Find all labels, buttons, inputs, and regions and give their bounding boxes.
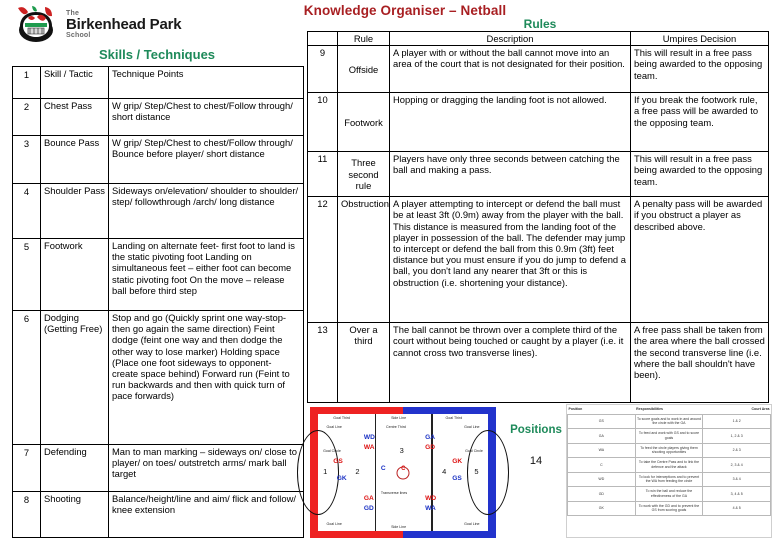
position-code: GA xyxy=(568,429,636,444)
table-row xyxy=(308,46,769,93)
court-position-gk-right: GK xyxy=(452,458,463,466)
rule-number: 10 xyxy=(308,93,338,152)
rule-umpire-decision: This will result in a free pass being awarded to the opposing team. xyxy=(631,152,769,197)
skill-number: 5 xyxy=(13,239,41,311)
skills-techniques-table xyxy=(12,66,304,538)
skill-number: 1 xyxy=(13,67,41,99)
position-responsibilities-table xyxy=(567,405,771,516)
table-row xyxy=(568,458,771,473)
skill-number: 2 xyxy=(13,99,41,136)
skill-number: 4 xyxy=(13,184,41,239)
slide-number: 14 xyxy=(529,455,543,467)
position-responsibilities-panel xyxy=(566,404,772,538)
table-row xyxy=(308,197,769,323)
rule-umpire-decision: This will result in a free pass being awarded to the opposing team. xyxy=(631,46,769,93)
skill-points: Man to man marking – sideways on/ close to player/ on toes/ outstretch arms/ mark ball target xyxy=(109,445,304,492)
table-row xyxy=(13,99,304,136)
rule-name: Offside xyxy=(338,46,390,93)
school-name-sub: School xyxy=(66,31,91,39)
position-responsibility: To feed the circle players giving them shooting opportunities xyxy=(635,443,703,458)
rule-umpire-decision: If you break the footwork rule, a free pass will be awarded to the opposing team. xyxy=(631,93,769,152)
court-position-wd-zone4: WD xyxy=(425,494,437,502)
skill-number: 7 xyxy=(13,445,41,492)
table-row xyxy=(13,311,304,445)
positions-section-heading: Positions xyxy=(510,424,562,436)
table-row xyxy=(568,443,771,458)
label-goal-third-left: Goal Third xyxy=(333,416,351,420)
table-row xyxy=(13,184,304,239)
court-position-gd-zone2: GD xyxy=(363,505,374,513)
rule-name: Over a third xyxy=(338,323,390,403)
label-goal-line-top-left: Goal Line xyxy=(326,425,342,429)
position-court-area: 1, 2 & 3 xyxy=(703,429,771,444)
rule-name: Three second rule xyxy=(338,152,390,197)
transverse-line-1 xyxy=(375,414,376,531)
skill-number: 8 xyxy=(13,492,41,538)
goal-circle-right xyxy=(467,430,509,514)
rules-table xyxy=(307,31,769,403)
school-crest-icon xyxy=(12,4,60,44)
position-responsibility: To look for interceptions and to prevent the WA from feeding the circle xyxy=(635,472,703,487)
court-position-c-centre: C xyxy=(380,465,386,473)
position-responsibility: To win the ball and reduce the effectiveness of the GA xyxy=(635,487,703,502)
rules-header-umpire: Umpires Decision xyxy=(631,32,769,46)
court-position-gs-left: GS xyxy=(333,458,343,466)
table-row xyxy=(568,472,771,487)
skill-number: 6 xyxy=(13,311,41,445)
rule-description: Players have only three seconds between catching the ball and making a pass. xyxy=(390,152,631,197)
school-name xyxy=(66,10,181,39)
court-zone-3: 3 xyxy=(399,445,404,455)
goal-circle-left xyxy=(297,430,339,514)
rule-description: The ball cannot be thrown over a complete third of the court without being touched or caught by a player (i.e. it cannot cross two transverse lines). xyxy=(390,323,631,403)
rule-description: A player attempting to intercept or defend the ball must be at least 3ft (0.9m) away from the player with the ball. This distance is measured from the landing foot of the player in possession of the ball. The defender may jump to intercept or defend the ball from this 0.9m (3ft) feet distance but you must ensure if you do jump to defend a ball, you don't land any nearer that 3ft or this is obstruction (i.e. shortening your distance). xyxy=(390,197,631,323)
rules-header-description: Description xyxy=(390,32,631,46)
rules-header-rule: Rule xyxy=(338,32,390,46)
skill-name: Defending xyxy=(41,445,109,492)
position-code: WA xyxy=(568,443,636,458)
pos-header-area: Court Area xyxy=(751,407,770,412)
court-zone-5: 5 xyxy=(474,466,479,476)
label-side-line-top: Side Line xyxy=(391,416,407,420)
table-row xyxy=(13,136,304,184)
table-row xyxy=(568,429,771,444)
rule-number: 12 xyxy=(308,197,338,323)
court-position-ga-zone2: GA xyxy=(363,494,374,502)
rule-number: 13 xyxy=(308,323,338,403)
court-zone-2: 2 xyxy=(355,466,360,476)
position-court-area: 2, 3 & 4 xyxy=(703,458,771,473)
skill-name: Chest Pass xyxy=(41,99,109,136)
position-responsibility: To score goals and to work in and around the circle with the GA xyxy=(635,414,703,429)
transverse-line-2 xyxy=(431,414,432,531)
label-transverse-lines: Transverse lines xyxy=(380,491,408,496)
position-code: GK xyxy=(568,501,636,516)
skill-points: Landing on alternate feet- first foot to land is the static pivoting foot Landing on simultaneous feet – either foot can become static pivoting foot On the move – release ball before third step xyxy=(109,239,304,311)
skill-name: Shoulder Pass xyxy=(41,184,109,239)
skills-section-heading: Skills / Techniques xyxy=(98,47,216,62)
label-goal-line-top-right: Goal Line xyxy=(464,425,480,429)
court-position-c-centre-mark: C xyxy=(401,465,406,472)
school-logo-block xyxy=(12,3,202,45)
rule-name: Footwork xyxy=(338,93,390,152)
court-position-gd-zone4: GD xyxy=(425,444,435,452)
skill-points: Technique Points xyxy=(109,67,304,99)
skill-points: Balance/height/line and aim/ flick and follow/ knee extension xyxy=(109,492,304,538)
page-title: Knowledge Organiser – Netball xyxy=(303,3,507,18)
position-court-area: 3, 4 & 5 xyxy=(703,487,771,502)
label-goal-line-bottom-left: Goal Line xyxy=(326,522,342,526)
position-code: GS xyxy=(568,414,636,429)
label-side-line-bottom: Side Line xyxy=(391,525,407,529)
rules-header-num xyxy=(308,32,338,46)
rule-number: 9 xyxy=(308,46,338,93)
school-name-main: Birkenhead Park xyxy=(66,15,182,33)
table-row xyxy=(308,152,769,197)
table-row xyxy=(568,487,771,502)
skill-name: Dodging (Getting Free) xyxy=(41,311,109,445)
rule-description: A player with or without the ball cannot move into an area of the court that is not designated for their position. xyxy=(390,46,631,93)
rules-section-heading: Rules xyxy=(523,17,557,31)
position-responsibility: To take the Centre Pass and to link the defence and the attack xyxy=(635,458,703,473)
table-header-row xyxy=(568,405,771,414)
rule-description: Hopping or dragging the landing foot is not allowed. xyxy=(390,93,631,152)
table-row xyxy=(13,67,304,99)
skill-name: Bounce Pass xyxy=(41,136,109,184)
table-header-row xyxy=(308,32,769,46)
position-court-area: 2 & 3 xyxy=(703,443,771,458)
label-goal-circle-left: Goal Circle xyxy=(323,449,341,454)
school-name-the: The xyxy=(66,9,80,17)
label-goal-third-right: Goal Third xyxy=(445,416,463,420)
court-position-wa-zone2: WA xyxy=(363,444,375,452)
pos-header-responsibilities: Responsibilities xyxy=(636,407,663,412)
label-centre-third: Centre Third xyxy=(386,425,406,429)
position-court-area: 3 & 4 xyxy=(703,472,771,487)
skill-name: Footwork xyxy=(41,239,109,311)
rule-number: 11 xyxy=(308,152,338,197)
court-position-gs-right: GS xyxy=(452,474,462,482)
skill-name: Skill / Tactic xyxy=(41,67,109,99)
skill-points: Sideways on/elevation/ shoulder to shoulder/ step/ followthrough /arch/ long distance xyxy=(109,184,304,239)
table-row xyxy=(13,445,304,492)
table-row xyxy=(568,414,771,429)
court-position-wa-zone4: WA xyxy=(425,505,436,513)
court-position-gk-left: GK xyxy=(336,474,347,482)
table-row xyxy=(568,501,771,516)
position-code: WD xyxy=(568,472,636,487)
table-row xyxy=(13,239,304,311)
position-responsibility: To feed and work with GS and to score goals xyxy=(635,429,703,444)
rule-name: Obstruction xyxy=(338,197,390,323)
rule-umpire-decision: A penalty pass will be awarded if you obstruct a player as described above. xyxy=(631,197,769,323)
skill-number: 3 xyxy=(13,136,41,184)
position-code: GD xyxy=(568,487,636,502)
position-code: C xyxy=(568,458,636,473)
table-row xyxy=(308,93,769,152)
netball-court-diagram xyxy=(310,407,496,538)
position-responsibility: To work with the GD and to prevent the GS from scoring goals xyxy=(635,501,703,516)
position-court-area: 1 & 2 xyxy=(703,414,771,429)
label-goal-circle-right: Goal Circle xyxy=(465,449,483,454)
court-position-wd-zone2: WD xyxy=(363,433,375,441)
skill-name: Shooting xyxy=(41,492,109,538)
table-row xyxy=(13,492,304,538)
rule-umpire-decision: A free pass shall be taken from the area where the ball crossed the second transverse line (i.e. where the ball shouldn't have been). xyxy=(631,323,769,403)
position-court-area: 4 & 5 xyxy=(703,501,771,516)
court-position-ga-zone4: GA xyxy=(425,433,435,441)
skill-points: W grip/ Step/Chest to chest/Follow through/ Bounce before player/ short distance xyxy=(109,136,304,184)
skill-points: Stop and go (Quickly sprint one way-stop-then go again the same direction) Feint dodge (feint one way and then dodge the other way to lose marker) Holding space (Place one foot sideways to opponent- create space behind) Forward run (Feint to run backwards and then with quick turn of pace forwards) xyxy=(109,311,304,445)
label-goal-line-bottom-right: Goal Line xyxy=(464,522,480,526)
court-zone-1: 1 xyxy=(323,466,328,476)
court-zone-4: 4 xyxy=(442,466,447,476)
court-playing-area xyxy=(318,414,488,531)
pos-header-position: Position xyxy=(568,407,583,412)
table-row xyxy=(308,323,769,403)
skill-points: W grip/ Step/Chest to chest/Follow through/ short distance xyxy=(109,99,304,136)
